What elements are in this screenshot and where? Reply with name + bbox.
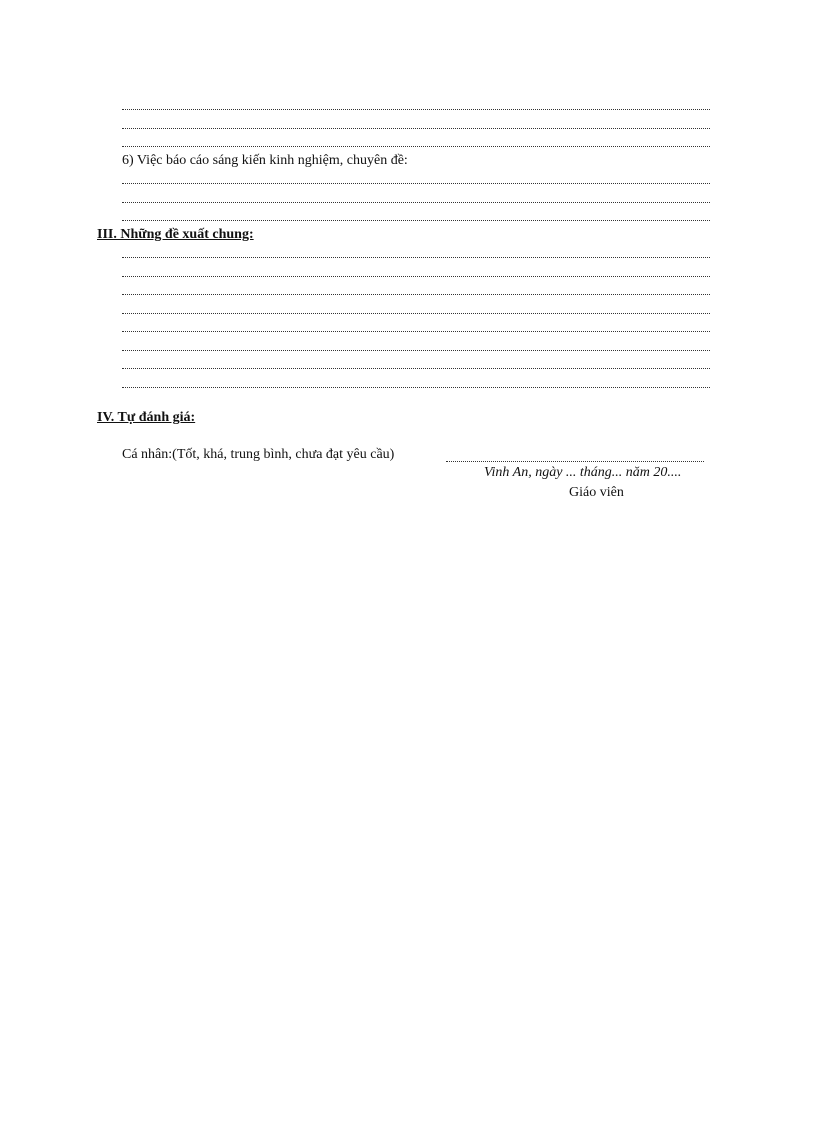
dotted-answer-line[interactable] [122,264,710,277]
self-rating-label: Cá nhân:(Tốt, khá, trung bình, chưa đạt yêu cầu) [122,447,395,462]
item-6-label: 6) Việc báo cáo sáng kiến kinh nghiệm, chuyên đề: [122,153,408,168]
signature-role: Giáo viên [569,485,624,500]
signature-date-line: Vinh An, ngày ... tháng... năm 20.... [484,465,682,480]
dotted-answer-line[interactable] [122,375,710,388]
dotted-answer-line[interactable] [122,356,710,369]
dotted-answer-line[interactable] [122,338,710,351]
dotted-answer-line[interactable] [122,171,710,184]
dotted-answer-line[interactable] [122,245,710,258]
dotted-answer-line[interactable] [122,208,710,221]
self-rating-field[interactable] [446,449,704,462]
dotted-answer-line[interactable] [122,301,710,314]
section-iii-heading: III. Những đề xuất chung: [97,227,254,242]
section-iv-heading: IV. Tự đánh giá: [97,410,196,425]
dotted-answer-line[interactable] [122,319,710,332]
dotted-answer-line[interactable] [122,97,710,110]
dotted-answer-line[interactable] [122,190,710,203]
dotted-answer-line[interactable] [122,134,710,147]
dotted-answer-line[interactable] [122,116,710,129]
dotted-answer-line[interactable] [122,282,710,295]
